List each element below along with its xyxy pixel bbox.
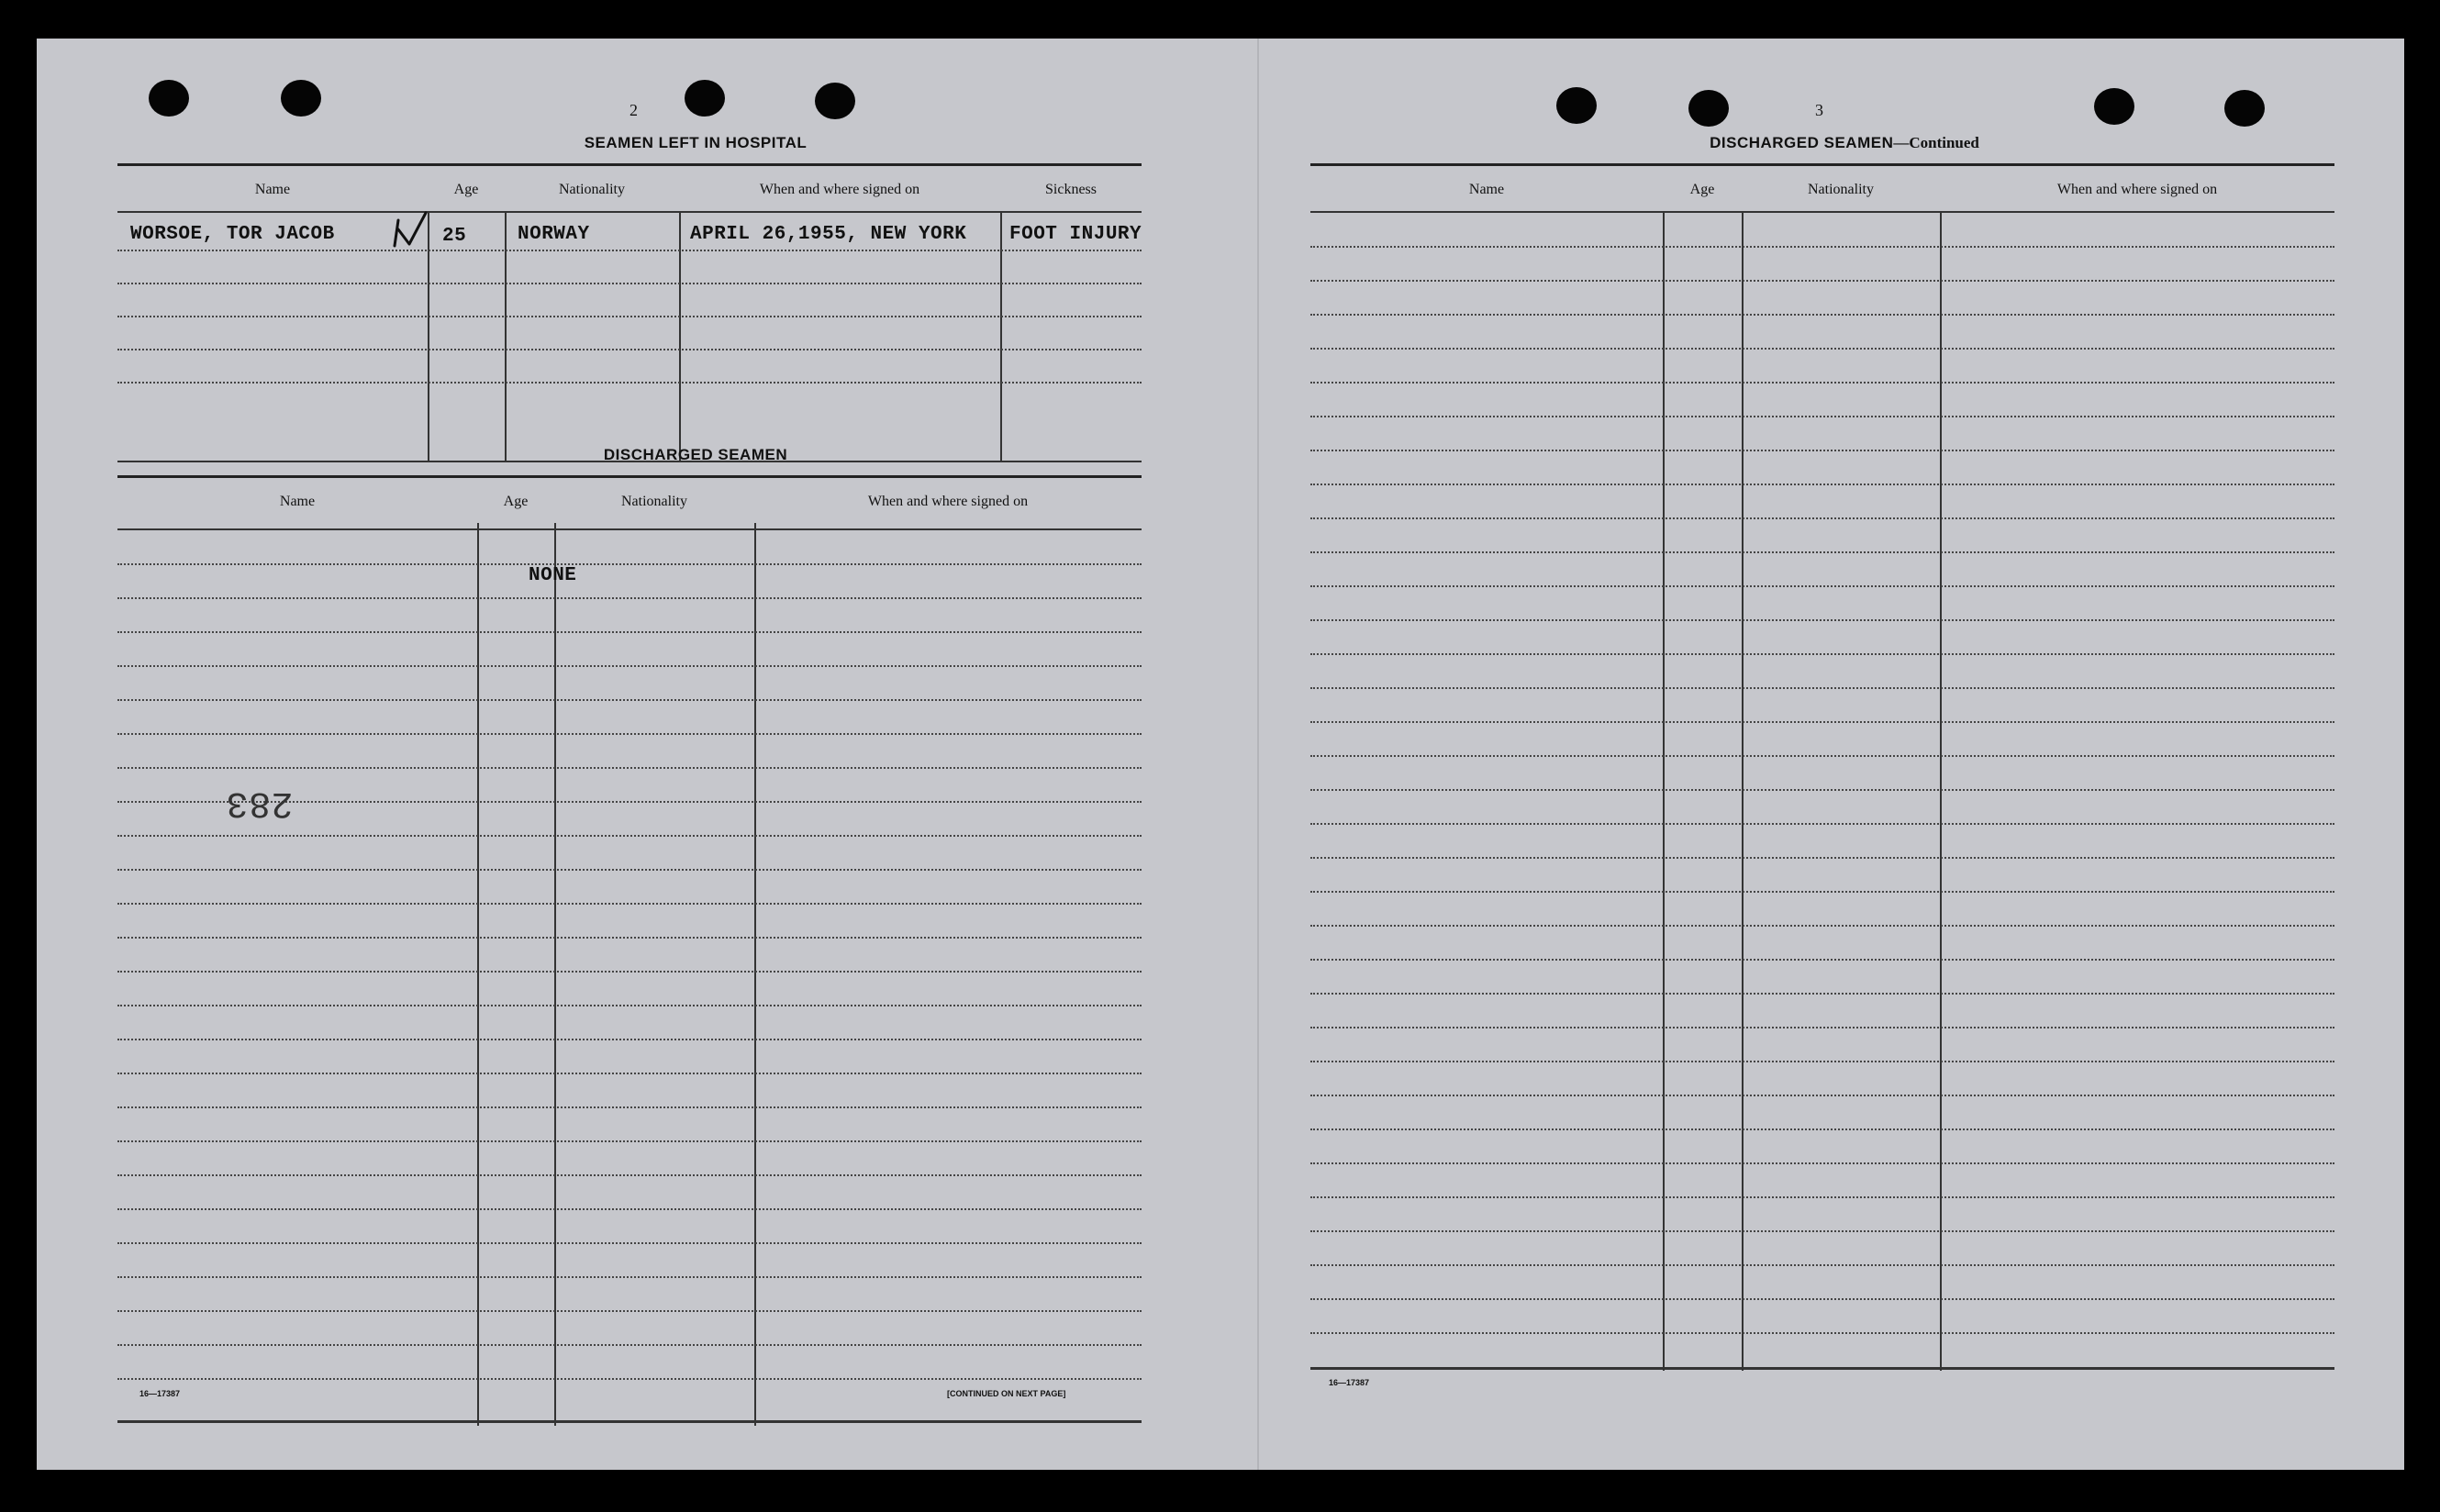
punch-hole <box>2094 88 2134 125</box>
row-rule <box>117 1039 1142 1040</box>
hospital-name-cell: WORSOE, TOR JACOB <box>130 224 335 245</box>
row-rule <box>1310 891 2334 893</box>
row-rule <box>1310 1128 2334 1130</box>
row-rule <box>1310 246 2334 248</box>
hospital-signed-on-cell: APRIL 26,1955, NEW YORK <box>690 224 967 245</box>
row-rule <box>117 937 1142 939</box>
column-header: Nationality <box>1808 182 1874 197</box>
punch-hole <box>685 80 725 117</box>
row-rule <box>1310 517 2334 519</box>
page-number-left: 2 <box>629 101 638 119</box>
section-rule <box>1310 163 2334 166</box>
row-rule <box>117 699 1142 701</box>
column-divider <box>477 523 479 1426</box>
row-rule <box>1310 1264 2334 1266</box>
row-rule <box>117 1140 1142 1142</box>
punch-hole <box>815 83 855 119</box>
column-divider <box>754 523 756 1426</box>
row-rule <box>117 971 1142 973</box>
section-rule <box>117 163 1142 166</box>
column-divider <box>505 211 507 461</box>
row-rule <box>117 597 1142 599</box>
column-header: Sickness <box>1045 182 1097 197</box>
column-header: Name <box>279 494 316 509</box>
row-rule <box>1310 1230 2334 1232</box>
row-rule <box>1310 382 2334 384</box>
column-header: When and where signed on <box>2056 182 2218 197</box>
right-section-title-text: DISCHARGED SEAMEN <box>1710 134 1894 151</box>
hospital-nationality-cell: NORWAY <box>518 224 590 245</box>
row-rule <box>117 382 1142 384</box>
punch-hole <box>149 80 189 117</box>
discharged-table <box>117 481 1142 1426</box>
row-rule <box>117 1208 1142 1210</box>
row-rule <box>1310 450 2334 451</box>
row-rule <box>1310 857 2334 859</box>
none-note: NONE <box>529 565 577 586</box>
column-header: Name <box>254 182 291 197</box>
row-rule <box>1310 1061 2334 1062</box>
table-bottom-rule <box>117 1420 1142 1423</box>
row-rule <box>1310 619 2334 621</box>
row-rule <box>1310 755 2334 757</box>
punch-hole <box>281 80 321 117</box>
row-rule <box>1310 1196 2334 1198</box>
column-header: When and where signed on <box>759 182 920 197</box>
row-rule <box>1310 925 2334 927</box>
column-divider <box>554 523 556 1426</box>
row-rule <box>117 903 1142 905</box>
row-rule <box>1310 1332 2334 1334</box>
continued-note: [CONTINUED ON NEXT PAGE] <box>947 1389 1066 1398</box>
column-header: When and where signed on <box>867 494 1029 509</box>
row-rule <box>117 1242 1142 1244</box>
right-section-title-suffix: —Continued <box>1893 134 1979 151</box>
check-mark-icon <box>389 209 431 250</box>
row-rule <box>1310 585 2334 587</box>
row-rule <box>117 665 1142 667</box>
document-sheet <box>37 39 2404 1470</box>
row-rule <box>117 1310 1142 1312</box>
right-section-title <box>1312 134 2377 152</box>
row-rule <box>1310 993 2334 995</box>
stamp-number: 283 <box>226 782 294 823</box>
page-number-right: 3 <box>1815 101 1823 119</box>
row-rule <box>117 1073 1142 1074</box>
hospital-table <box>117 169 1142 462</box>
column-header: Age <box>453 182 479 197</box>
row-rule <box>117 563 1142 565</box>
hospital-section-title: SEAMEN LEFT IN HOSPITAL <box>584 134 808 151</box>
table-bottom-rule <box>1310 1367 2334 1370</box>
row-rule <box>117 1174 1142 1176</box>
row-rule <box>117 733 1142 735</box>
page-fold <box>1257 39 1259 1470</box>
column-header: Age <box>1689 182 1715 197</box>
header-rule <box>1310 211 2334 213</box>
row-rule <box>117 283 1142 284</box>
header-rule <box>117 528 1142 530</box>
discharged-section-title: DISCHARGED SEAMEN <box>603 446 788 463</box>
column-header: Name <box>1468 182 1505 197</box>
hospital-sickness-cell: FOOT INJURY <box>1009 224 1142 245</box>
row-rule <box>1310 551 2334 553</box>
hospital-age-cell: 25 <box>442 226 467 247</box>
row-rule <box>1310 1298 2334 1300</box>
column-divider <box>1000 211 1002 461</box>
row-rule <box>117 316 1142 317</box>
row-rule <box>1310 687 2334 689</box>
form-number-right: 16—17387 <box>1329 1378 1370 1387</box>
column-header: Age <box>503 494 529 509</box>
punch-hole <box>2224 90 2265 127</box>
row-rule <box>1310 789 2334 791</box>
row-rule <box>117 835 1142 837</box>
column-header: Nationality <box>621 494 687 509</box>
row-rule <box>117 1344 1142 1346</box>
row-rule <box>1310 348 2334 350</box>
row-rule <box>1310 314 2334 316</box>
row-rule <box>1310 484 2334 485</box>
row-rule <box>117 767 1142 769</box>
row-rule <box>1310 823 2334 825</box>
section-rule <box>117 475 1142 478</box>
discharged-continued-table <box>1310 169 2334 1380</box>
row-rule <box>117 250 1142 251</box>
row-rule <box>117 1378 1142 1380</box>
form-number-left: 16—17387 <box>139 1389 181 1398</box>
row-rule <box>117 631 1142 633</box>
punch-hole <box>1556 87 1597 124</box>
row-rule <box>1310 1027 2334 1028</box>
row-rule <box>1310 1095 2334 1096</box>
column-header: Nationality <box>559 182 625 197</box>
row-rule <box>1310 653 2334 655</box>
row-rule <box>1310 959 2334 961</box>
row-rule <box>1310 280 2334 282</box>
row-rule <box>117 1276 1142 1278</box>
row-rule <box>1310 416 2334 417</box>
column-divider <box>679 211 681 461</box>
row-rule <box>117 1005 1142 1006</box>
row-rule <box>117 869 1142 871</box>
row-rule <box>1310 1162 2334 1164</box>
row-rule <box>117 349 1142 350</box>
header-rule <box>117 211 1142 213</box>
punch-hole <box>1688 90 1729 127</box>
row-rule <box>117 1106 1142 1108</box>
row-rule <box>1310 721 2334 723</box>
